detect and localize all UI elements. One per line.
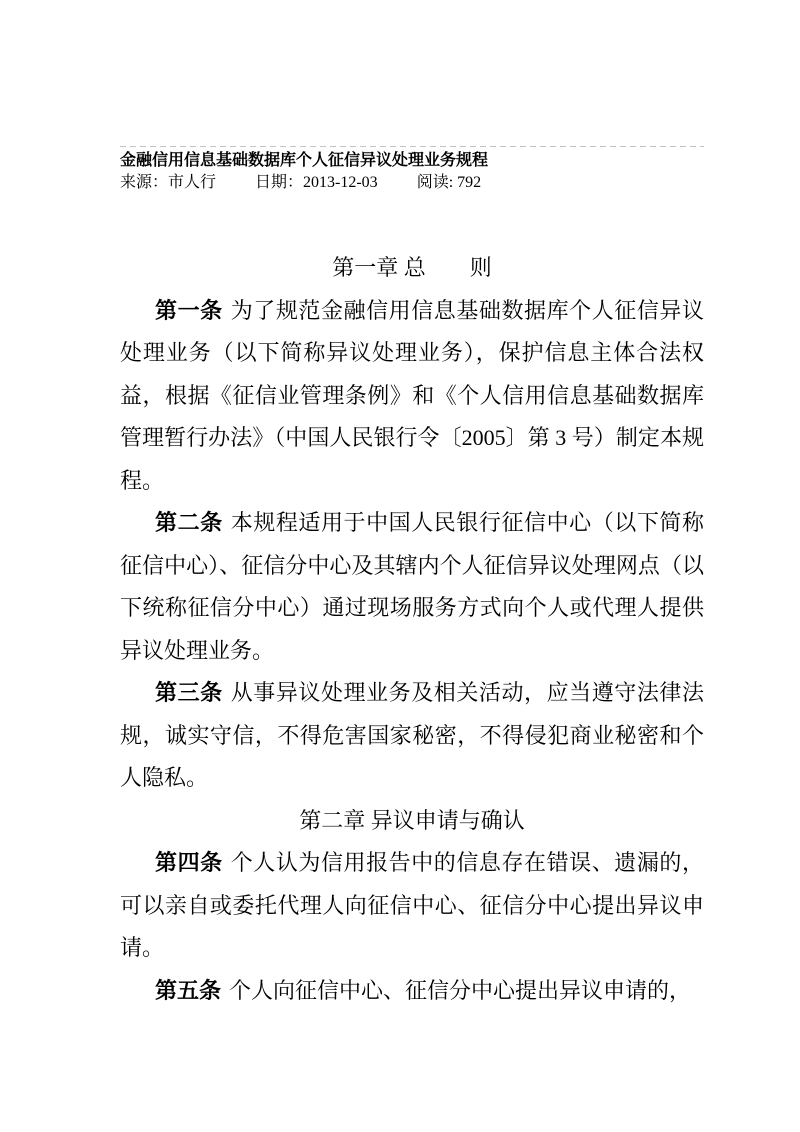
- article-paragraph-2: [120, 502, 704, 672]
- article-paragraph-4: [120, 842, 704, 970]
- document-title: 金融信用信息基础数据库个人征信异议处理业务规程: [120, 152, 489, 169]
- document-meta: [120, 172, 704, 194]
- dashed-divider: [120, 146, 704, 147]
- document-body: [120, 247, 704, 1012]
- article-number-2: 第二条: [155, 510, 223, 535]
- article-text-2: 本规程适用于中国人民银行征信中心（以下简称征信中心）、征信分中心及其辖内个人征信异议处理网点（以下统称征信分中心）通过现场服务方式向个人或代理人提供异议处理业务。: [120, 510, 704, 663]
- article-number-3: 第三条: [155, 680, 223, 705]
- article-number-4: 第四条: [155, 850, 223, 875]
- meta-read-count: 阅读: 792: [416, 174, 482, 191]
- meta-date: 日期：2013-12-03: [255, 174, 378, 191]
- article-number-5: 第五条: [155, 977, 222, 1003]
- article-paragraph-5: [120, 970, 704, 1013]
- meta-source: 来源：市人行: [120, 174, 217, 191]
- chapter-heading-2: 第二章 异议申请与确认: [299, 807, 525, 833]
- article-number-1: 第一条: [155, 297, 223, 323]
- article-text-5: 个人向征信中心、征信分中心提出异议申请的，: [229, 977, 692, 1003]
- article-text-1: 为了规范金融信用信息基础数据库个人征信异议处理业务（以下简称异议处理业务），保护信息主体合法权益，根据《征信业管理条例》和《个人信用信息基础数据库管理暂行办法》（中国人民银行令〔2005〕第 3 号）制定本规程。: [120, 297, 704, 493]
- document-content: [120, 146, 704, 1012]
- chapter-heading-1: 第一章 总 则: [332, 255, 492, 280]
- article-text-3: 从事异议处理业务及相关活动，应当遵守法律法规，诚实守信，不得危害国家秘密，不得侵犯商业秘密和个人隐私。: [120, 680, 704, 790]
- article-paragraph-1: [120, 290, 704, 503]
- article-paragraph-3: [120, 672, 704, 800]
- article-text-4: 个人认为信用报告中的信息存在错误、遗漏的，可以亲自或委托代理人向征信中心、征信分中心提出异议申请。: [120, 850, 704, 960]
